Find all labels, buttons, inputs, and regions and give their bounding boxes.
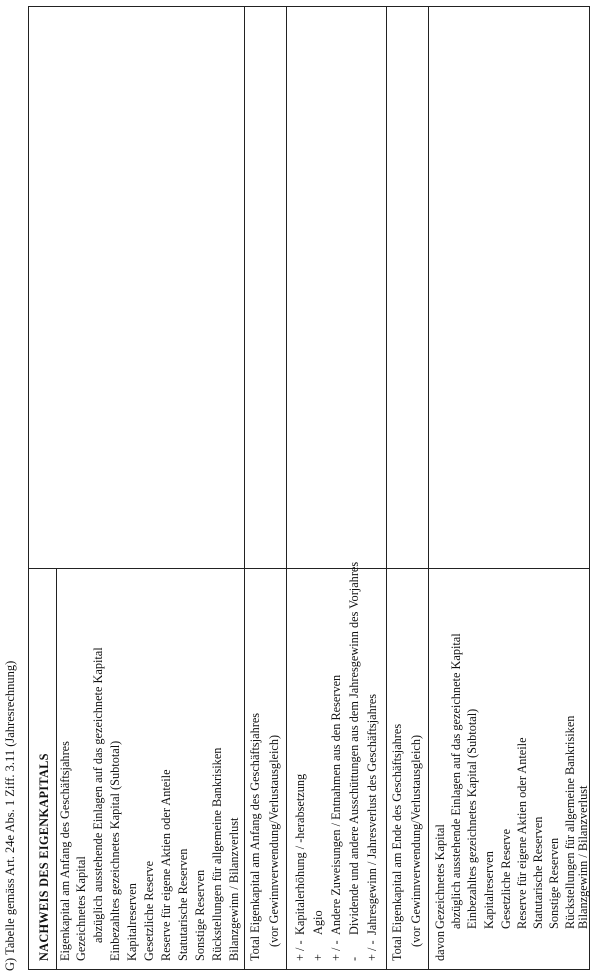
equity-table [28, 6, 590, 970]
davon-line: Kapitalreserven [482, 851, 496, 929]
opening-line: Kapitalreserven [125, 883, 139, 961]
movement-row [347, 562, 362, 961]
davon-line: Statutarische Reserven [531, 816, 545, 929]
total-end-line2: (vor Gewinnverwendung/Verlustausgleich) [409, 734, 423, 947]
table-heading: NACHWEIS DES EIGENKAPITALS [37, 753, 51, 961]
movement-row [329, 675, 344, 961]
opening-line: Rückstellungen für allgemeine Bankrisiken [210, 747, 224, 961]
davon-line: Bilanzgewinn / Bilanzverlust [576, 785, 590, 929]
section-rule [286, 7, 287, 969]
davon-line: Gezeichnetes Kapital [433, 824, 447, 929]
table-caption: G) Tabelle gemäss Art. 24e Abs. 1 Ziff. 3.11 (Jahresrechnung) [3, 660, 17, 971]
opening-line: Bilanzgewinn / Bilanzverlust [227, 817, 241, 961]
section-rule [386, 7, 387, 969]
total-start-line2: (vor Gewinnverwendung/Verlustausgleich) [267, 734, 281, 947]
davon-label: davon [433, 930, 447, 961]
total-end-line1: Total Eigenkapital am Ende des Geschäftsjahres [390, 723, 404, 961]
movement-text: Andere Zuweisungen / Entnahmen aus den Reserven [329, 674, 343, 935]
movement-sign: + [311, 954, 325, 961]
movement-sign: + / - [293, 940, 307, 961]
davon-line: Einbezahltes gezeichnetes Kapital (Subtotal) [465, 708, 479, 929]
opening-line: Gezeichnetes Kapital [74, 856, 88, 961]
movement-row [311, 910, 326, 961]
section-rule [428, 7, 429, 969]
opening-line: abzüglich ausstehende Einlagen auf das gezeichnete Kapital [91, 647, 105, 943]
heading-rule [56, 569, 57, 969]
movement-text: Dividende und andere Ausschüttungen aus dem Jahresgewinn des Vorjahres [347, 561, 361, 935]
section-rule [244, 7, 245, 969]
davon-line: Rückstellungen für allgemeine Bankrisiken [563, 715, 577, 929]
davon-line: Sonstige Reserven [547, 837, 561, 929]
opening-line: Eigenkapital am Anfang des Geschäftsjahres [58, 741, 72, 961]
total-start-line1: Total Eigenkapital am Anfang des Geschäftsjahres [248, 712, 262, 961]
movement-row [293, 774, 308, 961]
opening-line: Einbezahltes gezeichnetes Kapital (Subtotal) [108, 740, 122, 961]
movement-sign: - [347, 956, 361, 961]
movement-text: Agio [311, 910, 325, 935]
opening-line: Sonstige Reserven [193, 869, 207, 961]
davon-line: Reserve für eigene Aktien oder Anteile [515, 737, 529, 929]
opening-line: Statutarische Reserven [176, 848, 190, 961]
opening-line: Gesetzliche Reserve [142, 860, 156, 961]
movement-text: Jahresgewinn / Jahresverlust des Geschäftsjahres [365, 693, 379, 935]
davon-line: Gesetzliche Reserve [499, 828, 513, 929]
movement-row [365, 694, 380, 961]
column-divider [29, 568, 589, 569]
opening-line: Reserve für eigene Aktien oder Anteile [159, 769, 173, 961]
movement-text: Kapitalerhöhung / -herabsetzung [293, 773, 307, 935]
movement-sign: + / - [365, 940, 379, 961]
davon-line: abzüglich ausstehende Einlagen auf das gezeichnete Kapital [449, 633, 463, 929]
movement-sign: + / - [329, 940, 343, 961]
